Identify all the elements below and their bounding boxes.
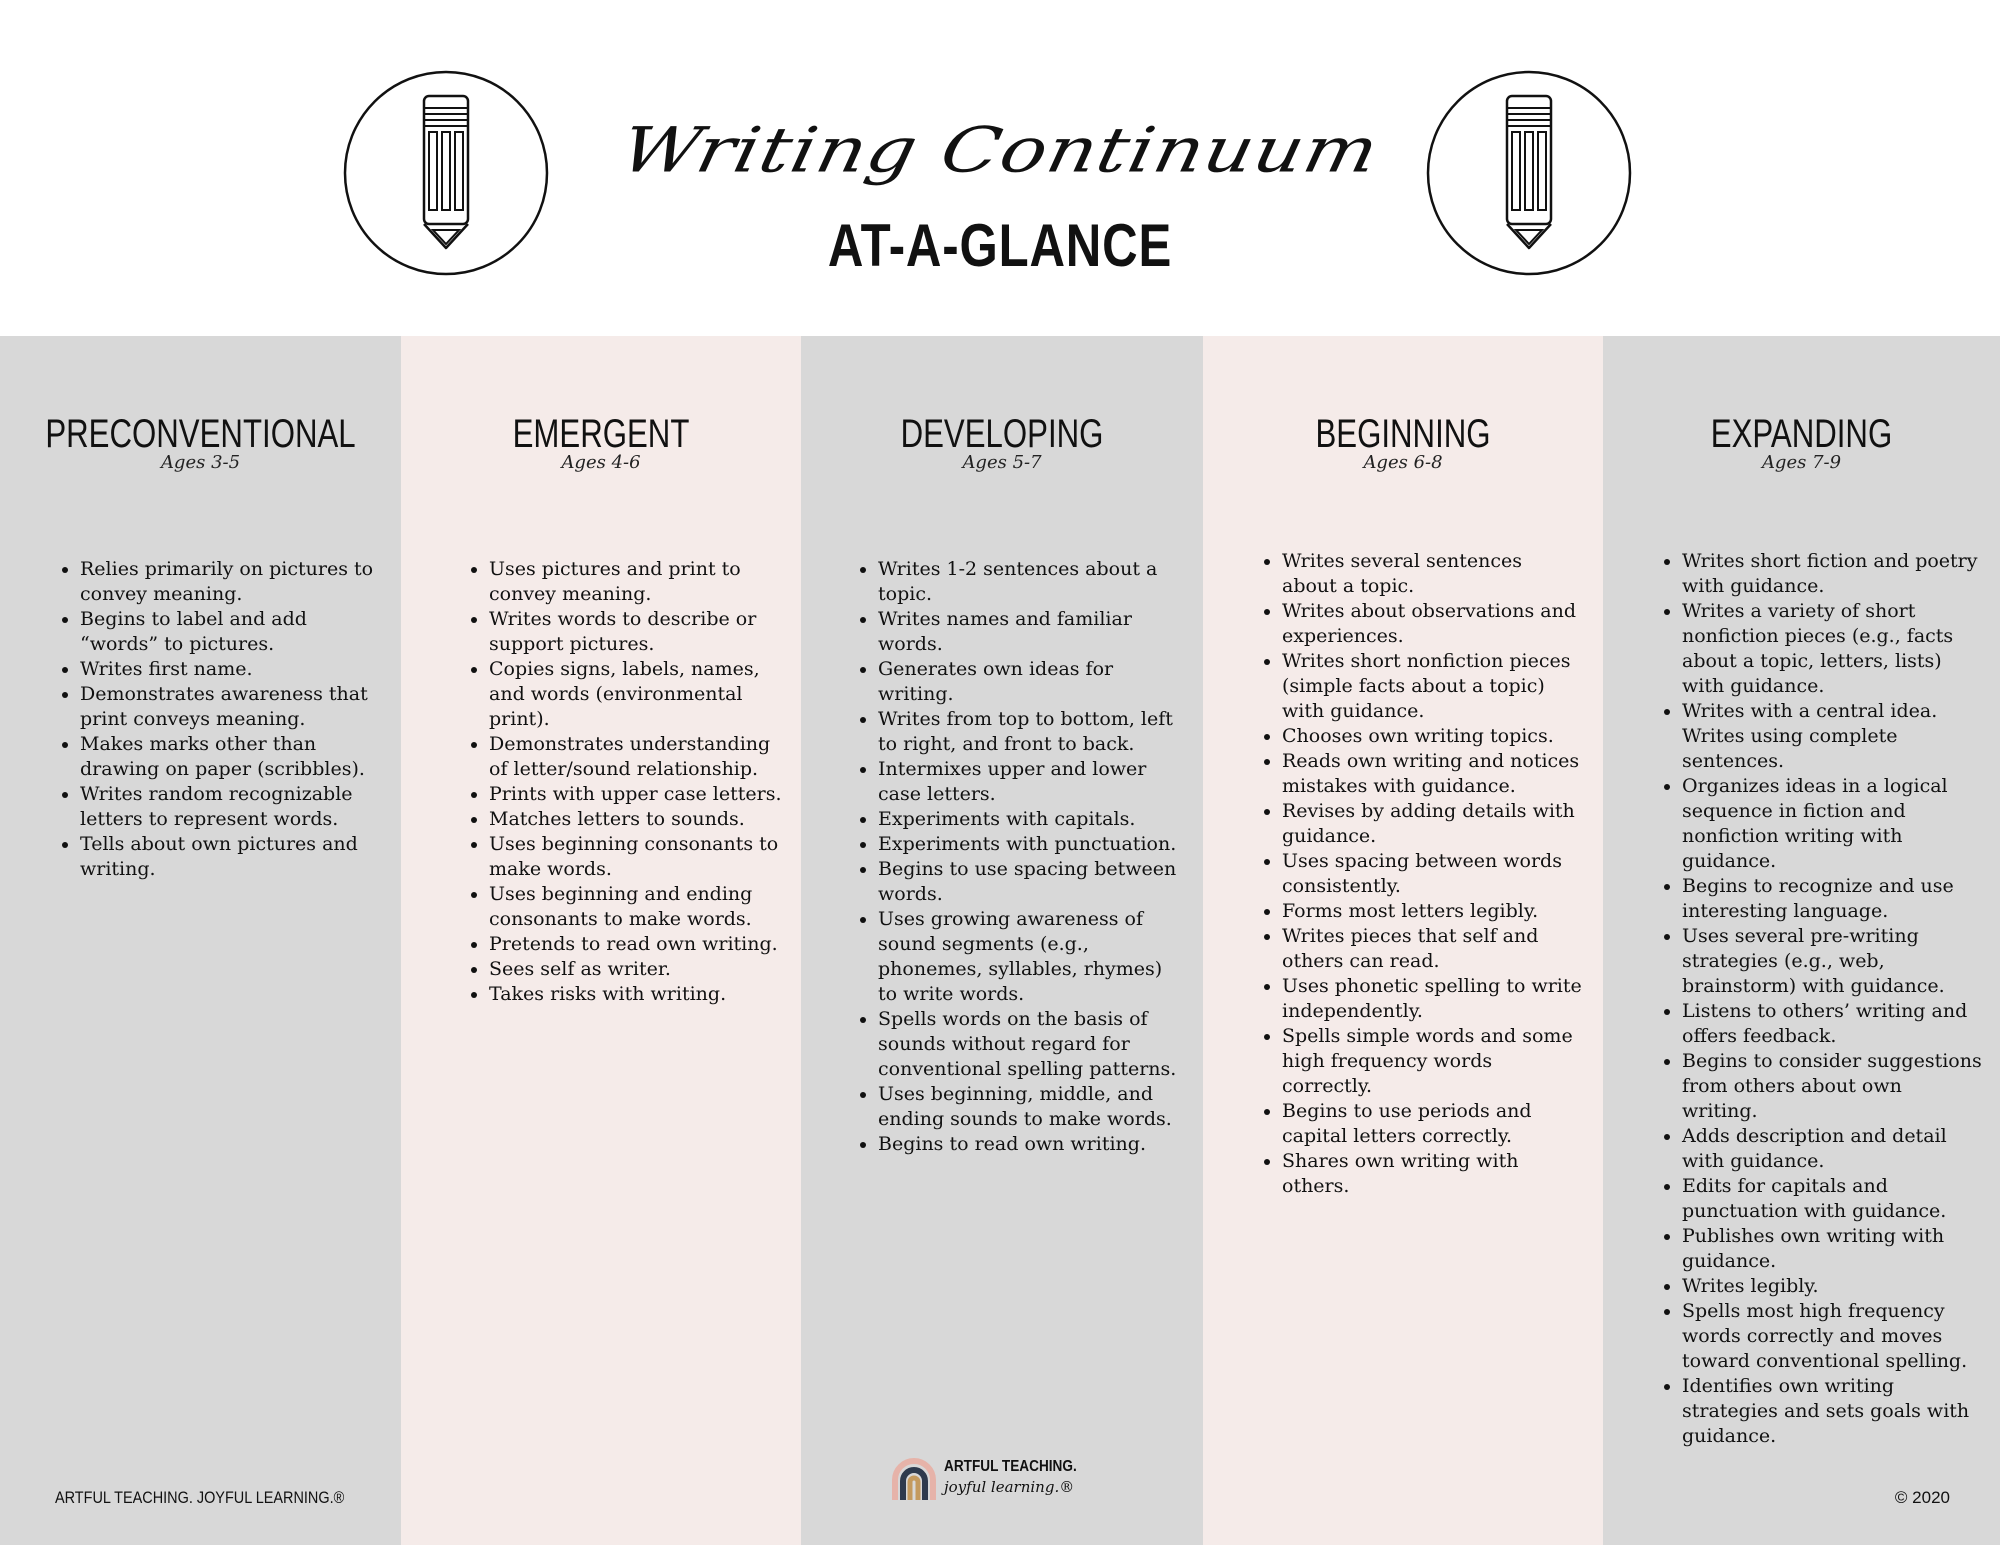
column-developing: [801, 336, 1203, 1545]
list-item: • Uses beginning and ending consonants to make words.: [489, 882, 785, 932]
list-item: • Uses phonetic spelling to write independently.: [1282, 974, 1582, 1024]
list-item: • Revises by adding details with guidance.: [1282, 799, 1582, 849]
column-title: PRECONVENTIONAL: [45, 412, 356, 456]
list-item: • Writes short nonfiction pieces (simple facts about a topic) with guidance.: [1282, 649, 1582, 724]
list-item: • Writes names and familiar words.: [878, 607, 1178, 657]
column-expanding: [1603, 336, 2000, 1545]
list-item: • Spells most high frequency words correctly and moves toward conventional spelling.: [1682, 1299, 1982, 1374]
header: [0, 0, 2000, 336]
list-item: • Writes with a central idea. Writes using complete sentences.: [1682, 699, 1982, 774]
column-beginning: [1203, 336, 1603, 1545]
column-emergent: [401, 336, 801, 1545]
column-list: [858, 557, 1178, 1157]
column-list: [60, 557, 380, 882]
list-item: • Matches letters to sounds.: [489, 807, 785, 832]
list-item: • Begins to use spacing between words.: [878, 857, 1178, 907]
list-item: • Edits for capitals and punctuation with guidance.: [1682, 1174, 1982, 1224]
column-title: DEVELOPING: [900, 412, 1104, 456]
list-item: • Generates own ideas for writing.: [878, 657, 1178, 707]
column-list: [1662, 549, 1982, 1449]
list-item: • Shares own writing with others.: [1282, 1149, 1582, 1199]
list-item: • Identifies own writing strategies and sets goals with guidance.: [1682, 1374, 1982, 1449]
list-item: • Tells about own pictures and writing.: [80, 832, 380, 882]
column-title: EXPANDING: [1710, 412, 1893, 456]
footer-slogan: ARTFUL TEACHING. JOYFUL LEARNING.®: [55, 1488, 345, 1507]
list-item: • Prints with upper case letters.: [489, 782, 785, 807]
brand-tagline: joyful learning.®: [944, 1478, 1075, 1496]
list-item: • Begins to consider suggestions from others about own writing.: [1682, 1049, 1982, 1124]
list-item: • Uses several pre-writing strategies (e.g., web, brainstorm) with guidance.: [1682, 924, 1982, 999]
column-preconventional: [0, 336, 401, 1545]
list-item: • Reads own writing and notices mistakes with guidance.: [1282, 749, 1582, 799]
list-item: • Forms most letters legibly.: [1282, 899, 1582, 924]
list-item: • Writes first name.: [80, 657, 380, 682]
list-item: • Uses spacing between words consistently.: [1282, 849, 1582, 899]
list-item: • Writes short fiction and poetry with guidance.: [1682, 549, 1982, 599]
list-item: • Begins to use periods and capital letters correctly.: [1282, 1099, 1582, 1149]
list-item: • Writes random recognizable letters to represent words.: [80, 782, 380, 832]
list-item: • Makes marks other than drawing on paper (scribbles).: [80, 732, 380, 782]
list-item: • Uses growing awareness of sound segments (e.g., phonemes, syllables, rhymes) to write words.: [878, 907, 1178, 1007]
pencil-icon: [1426, 70, 1632, 276]
brand-mark: [892, 1458, 1077, 1500]
list-item: • Writes several sentences about a topic.: [1282, 549, 1582, 599]
list-item: • Begins to recognize and use interesting language.: [1682, 874, 1982, 924]
copyright: © 2020: [1894, 1488, 1950, 1507]
list-item: • Uses pictures and print to convey meaning.: [489, 557, 785, 607]
list-item: • Writes pieces that self and others can read.: [1282, 924, 1582, 974]
list-item: • Demonstrates understanding of letter/sound relationship.: [489, 732, 785, 782]
list-item: • Uses beginning, middle, and ending sounds to make words.: [878, 1082, 1178, 1132]
list-item: • Intermixes upper and lower case letters.: [878, 757, 1178, 807]
column-ages: Ages 4-6: [561, 452, 641, 473]
list-item: • Sees self as writer.: [489, 957, 785, 982]
list-item: • Demonstrates awareness that print conveys meaning.: [80, 682, 380, 732]
list-item: • Takes risks with writing.: [489, 982, 785, 1007]
list-item: • Copies signs, labels, names, and words (environmental print).: [489, 657, 785, 732]
list-item: • Writes from top to bottom, left to right, and front to back.: [878, 707, 1178, 757]
brand-name: ARTFUL TEACHING.: [944, 1458, 1077, 1475]
list-item: • Writes a variety of short nonfiction pieces (e.g., facts about a topic, letters, lists) with guidance.: [1682, 599, 1982, 699]
list-item: • Spells words on the basis of sounds without regard for conventional spelling patterns.: [878, 1007, 1178, 1082]
column-ages: Ages 7-9: [1761, 452, 1842, 473]
list-item: • Begins to read own writing.: [878, 1132, 1178, 1157]
column-ages: Ages 6-8: [1363, 452, 1443, 473]
column-ages: Ages 5-7: [962, 452, 1042, 473]
list-item: • Writes words to describe or support pictures.: [489, 607, 785, 657]
list-item: • Relies primarily on pictures to convey meaning.: [80, 557, 380, 607]
page-title: AT-A-GLANCE: [827, 212, 1173, 279]
list-item: • Spells simple words and some high frequency words correctly.: [1282, 1024, 1582, 1099]
rainbow-logo-icon: [892, 1458, 936, 1500]
list-item: • Pretends to read own writing.: [489, 932, 785, 957]
column-ages: Ages 3-5: [160, 452, 241, 473]
list-item: • Writes 1-2 sentences about a topic.: [878, 557, 1178, 607]
list-item: • Chooses own writing topics.: [1282, 724, 1582, 749]
list-item: • Begins to label and add “words” to pictures.: [80, 607, 380, 657]
list-item: • Writes about observations and experiences.: [1282, 599, 1582, 649]
list-item: • Experiments with capitals.: [878, 807, 1178, 832]
column-title: EMERGENT: [512, 412, 690, 456]
column-list: [1262, 549, 1582, 1199]
continuum-columns: [0, 336, 2000, 1545]
list-item: • Publishes own writing with guidance.: [1682, 1224, 1982, 1274]
list-item: • Writes legibly.: [1682, 1274, 1982, 1299]
list-item: • Adds description and detail with guidance.: [1682, 1124, 1982, 1174]
list-item: • Organizes ideas in a logical sequence in fiction and nonfiction writing with guidance.: [1682, 774, 1982, 874]
list-item: • Uses beginning consonants to make words.: [489, 832, 785, 882]
list-item: • Listens to others’ writing and offers feedback.: [1682, 999, 1982, 1049]
column-title: BEGINNING: [1315, 412, 1491, 456]
list-item: • Experiments with punctuation.: [878, 832, 1178, 857]
page-title-script: Writing Continuum: [614, 113, 1386, 187]
column-list: [469, 557, 785, 1007]
